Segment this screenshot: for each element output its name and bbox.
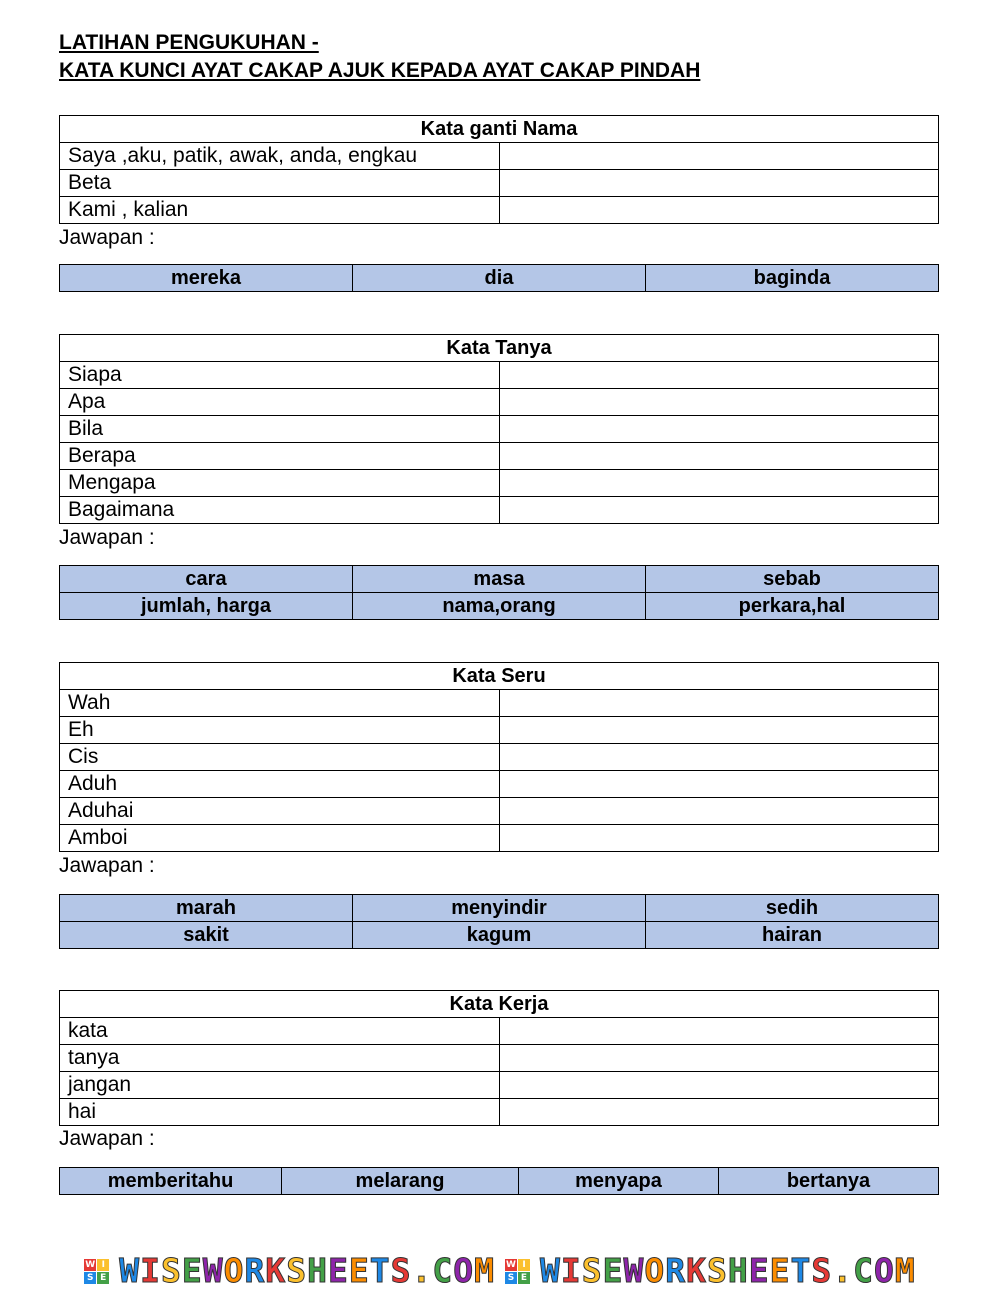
jawapan-label: Jawapan : [59,226,155,249]
table-row [60,1018,939,1045]
answer-drop-slot[interactable] [499,170,939,197]
table-row [60,1099,939,1126]
table-row [60,690,939,717]
answer-chip[interactable]: jumlah, harga [60,593,353,620]
watermark-letter: E [748,1251,770,1290]
wiseworksheets-logo-icon [505,1259,530,1284]
watermark-letter: S [161,1251,182,1290]
question-cell: Aduhai [60,798,500,825]
watermark-letter: S [390,1251,412,1290]
watermark-letter: W [119,1251,141,1290]
table-kata-kerja [59,990,939,1126]
watermark-letter: T [790,1251,812,1290]
jawapan-label: Jawapan : [59,854,155,877]
answer-chip[interactable]: bertanya [719,1168,939,1195]
question-cell: Bagaimana [60,497,500,524]
watermark-letter: I [560,1251,582,1290]
question-cell: Siapa [60,362,500,389]
answer-chip[interactable]: perkara,hal [646,593,939,620]
table-row [60,443,939,470]
question-cell: Saya ,aku, patik, awak, anda, engkau [60,143,500,170]
answer-chip[interactable]: dia [353,265,646,292]
answer-chip[interactable]: menyindir [353,895,646,922]
question-cell: hai [60,1099,500,1126]
answer-chip[interactable]: marah [60,895,353,922]
answer-chip[interactable]: mereka [60,265,353,292]
question-cell: Mengapa [60,470,500,497]
logo-letter-square: E [518,1272,530,1284]
watermark-letter: W [540,1251,561,1290]
worksheet-title-line1: LATIHAN PENGUKUHAN - [59,31,319,54]
table-row [60,798,939,825]
table-row [60,1072,939,1099]
question-cell: Amboi [60,825,500,852]
answer-drop-slot[interactable] [499,825,939,852]
watermark-letter: K [686,1251,707,1290]
watermark-letter: I [140,1251,161,1290]
watermark-letter: O [644,1251,666,1290]
question-cell: Beta [60,170,500,197]
table-kata-tanya [59,334,939,524]
table-header: Kata Kerja [60,991,939,1018]
table-header: Kata Seru [60,663,939,690]
answer-chip[interactable]: melarang [282,1168,519,1195]
watermark-letter: . [832,1251,854,1290]
watermark-letter: O [223,1251,245,1290]
answer-drop-slot[interactable] [499,362,939,389]
answer-chip[interactable]: memberitahu [60,1168,282,1195]
answer-drop-slot[interactable] [499,1045,939,1072]
watermark-letter: E [602,1251,624,1290]
wiseworksheets-logo-icon [84,1259,109,1284]
table-row [60,416,939,443]
answer-drop-slot[interactable] [499,497,939,524]
watermark-letter: E [181,1251,203,1290]
watermark-letter: O [874,1251,895,1290]
logo-letter-square: I [97,1259,109,1271]
watermark-letter: C [853,1251,874,1290]
table-row [60,1045,939,1072]
table-row [60,362,939,389]
answer-drop-slot[interactable] [499,470,939,497]
watermark-letter: E [328,1251,349,1290]
watermark-letter: H [307,1251,328,1290]
logo-letter-square: S [84,1272,96,1284]
watermark-letter: S [811,1251,833,1290]
answer-drop-slot[interactable] [499,389,939,416]
answer-drop-slot[interactable] [499,798,939,825]
watermark-letter: T [369,1251,391,1290]
table-row [60,143,939,170]
answer-bank [59,1167,939,1195]
answer-bank [59,264,939,292]
question-cell: Kami , kalian [60,197,500,224]
watermark-letter: W [202,1251,224,1290]
watermark-footer [0,1251,1000,1290]
question-cell: Bila [60,416,500,443]
question-cell: tanya [60,1045,500,1072]
watermark-letter: S [581,1251,603,1290]
answer-drop-slot[interactable] [499,197,939,224]
watermark-letter: R [665,1251,687,1290]
table-row [60,389,939,416]
watermark-text [540,1251,916,1290]
answer-chip[interactable]: sebab [646,566,939,593]
table-row [60,825,939,852]
watermark-letter: S [286,1251,308,1290]
watermark-letter: O [453,1251,475,1290]
table-row [60,771,939,798]
answer-drop-slot[interactable] [499,416,939,443]
jawapan-label: Jawapan : [59,1127,155,1150]
answer-drop-slot[interactable] [499,1018,939,1045]
logo-letter-square: S [505,1272,517,1284]
watermark-letter: M [474,1251,495,1290]
answer-chip[interactable]: masa [353,566,646,593]
question-cell: kata [60,1018,500,1045]
question-cell: Apa [60,389,500,416]
answer-chip[interactable]: nama,orang [353,593,646,620]
watermark-letter: E [769,1251,791,1290]
logo-letter-square: I [518,1259,530,1271]
answer-drop-slot[interactable] [499,690,939,717]
answer-chip[interactable]: sakit [60,922,353,949]
answer-bank [59,894,939,949]
question-cell: Eh [60,717,500,744]
answer-drop-slot[interactable] [499,143,939,170]
jawapan-label: Jawapan : [59,526,155,549]
table-header: Kata ganti Nama [60,116,939,143]
watermark-letter: H [727,1251,749,1290]
watermark-text [119,1251,495,1290]
answer-drop-slot[interactable] [499,1099,939,1126]
answer-chip[interactable]: menyapa [519,1168,719,1195]
watermark-letter: C [432,1251,454,1290]
table-kata-seru [59,662,939,852]
table-row [60,717,939,744]
answer-bank [59,565,939,620]
answer-chip[interactable]: cara [60,566,353,593]
table-header: Kata Tanya [60,335,939,362]
table-row [60,470,939,497]
answer-chip[interactable]: sedih [646,895,939,922]
answer-chip[interactable]: baginda [646,265,939,292]
table-row [60,197,939,224]
answer-chip[interactable]: hairan [646,922,939,949]
watermark-letter: . [411,1251,433,1290]
watermark-letter: E [348,1251,370,1290]
table-row [60,744,939,771]
table-row [60,170,939,197]
answer-drop-slot[interactable] [499,717,939,744]
watermark-letter: K [265,1251,287,1290]
question-cell: Aduh [60,771,500,798]
question-cell: Cis [60,744,500,771]
answer-drop-slot[interactable] [499,443,939,470]
table-kata-ganti-nama [59,115,939,224]
logo-letter-square: W [506,1259,516,1270]
table-row [60,497,939,524]
answer-drop-slot[interactable] [499,771,939,798]
watermark-letter: S [707,1251,728,1290]
logo-letter-square: W [85,1259,96,1270]
answer-drop-slot[interactable] [499,1072,939,1099]
watermark-letter: R [244,1251,266,1290]
watermark-letter: M [894,1251,916,1290]
question-cell: jangan [60,1072,500,1099]
question-cell: Wah [60,690,500,717]
answer-chip[interactable]: kagum [353,922,646,949]
logo-letter-square: E [97,1272,109,1284]
answer-drop-slot[interactable] [499,744,939,771]
watermark-letter: W [623,1251,645,1290]
question-cell: Berapa [60,443,500,470]
worksheet-title-line2: KATA KUNCI AYAT CAKAP AJUK KEPADA AYAT CAKAP PINDAH [59,59,701,82]
